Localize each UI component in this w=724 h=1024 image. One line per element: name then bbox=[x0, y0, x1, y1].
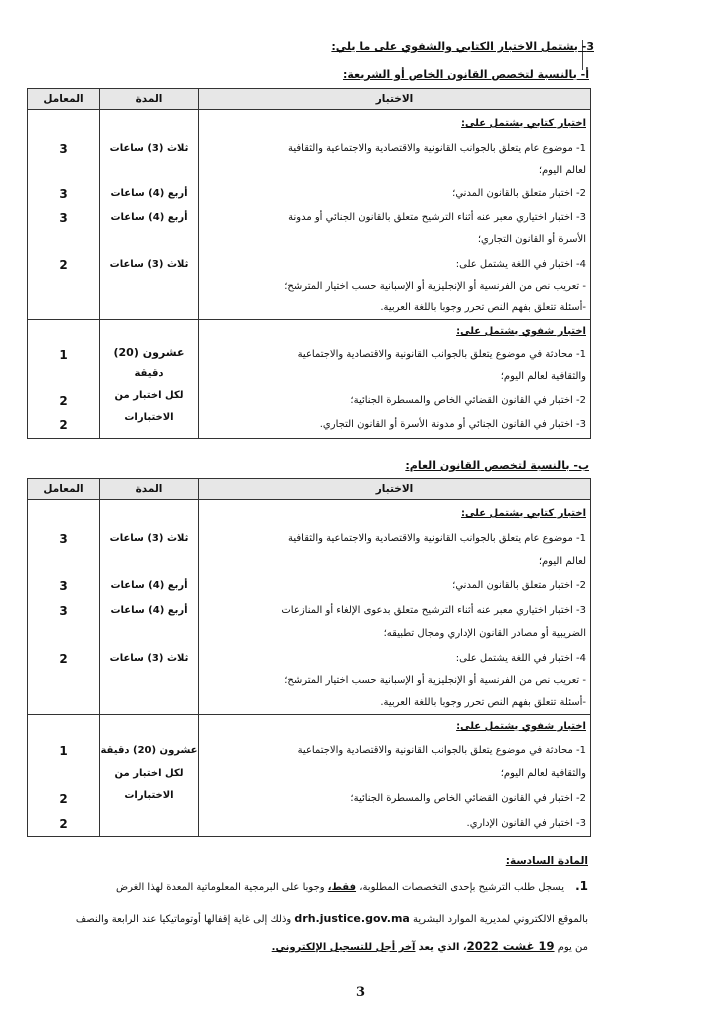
page-number: 3 bbox=[356, 985, 366, 1000]
article-text: من يوم bbox=[557, 942, 588, 953]
coefficient-value: 3 bbox=[59, 142, 68, 156]
coefficient-value: 2 bbox=[59, 652, 68, 666]
deadline-note: آخر أجل للتسجيل الإلكتروني. bbox=[271, 942, 416, 953]
duration-value: ثلاث (3) ساعات bbox=[109, 143, 189, 154]
written-line: 4- اختبار في اللغة يشتمل على: bbox=[455, 653, 586, 664]
header-coefficient: المعامل bbox=[28, 89, 100, 110]
header-duration: المدة bbox=[100, 479, 199, 500]
written-line: 3- اختبار اختياري معبر عنه أثناء الترشيح متعلق بدعوى الإلغاء أو المنازعات bbox=[281, 605, 586, 616]
written-title: اختبار كتابي يشتمل على: bbox=[461, 118, 586, 129]
oral-title: اختبار شفوي يشتمل على: bbox=[456, 326, 586, 337]
article-line-1 bbox=[116, 881, 564, 894]
written-line: 1- موضوع عام يتعلق بالجوانب القانونية والاقتصادية والاجتماعية والثقافية bbox=[287, 533, 586, 544]
duration-value: أربع (4) ساعات bbox=[110, 605, 188, 616]
coefficient-value: 3 bbox=[59, 579, 68, 593]
oral-line: 1- محادثة في موضوع يتعلق بالجوانب القانونية والاقتصادية والاجتماعية bbox=[297, 349, 586, 360]
duration-value: ثلاث (3) ساعات bbox=[109, 259, 189, 270]
article-text: وذلك إلى غاية إقفالها أوتوماتيكيا عند الرابعة والنصف bbox=[75, 914, 292, 925]
duration-value: أربع (4) ساعات bbox=[110, 188, 188, 199]
oral-duration-line: الاختبارات bbox=[124, 412, 174, 423]
oral-coefficients-cell bbox=[28, 320, 100, 439]
written-line: -أسئلة تتعلق بفهم النص تحرر وجوبا باللغة العربية. bbox=[380, 697, 586, 708]
oral-duration-line: لكل اختبار من bbox=[114, 390, 184, 401]
header-test: الاختبار bbox=[199, 479, 591, 500]
oral-duration-cell bbox=[100, 320, 199, 439]
coefficient-value: 3 bbox=[59, 604, 68, 618]
oral-line: والثقافية لعالم اليوم؛ bbox=[500, 768, 586, 779]
oral-line: 2- اختبار في القانون القضائي الخاص والمسطرة الجنائية؛ bbox=[350, 793, 586, 804]
written-durations-cell bbox=[100, 110, 199, 320]
duration-value: أربع (4) ساعات bbox=[110, 580, 188, 591]
coefficient-value: 2 bbox=[59, 394, 68, 408]
coefficient-value: 3 bbox=[59, 187, 68, 201]
header-coefficient: المعامل bbox=[28, 479, 100, 500]
exam-table-private-law bbox=[27, 88, 591, 439]
coefficient-value: 3 bbox=[59, 211, 68, 225]
written-coefficients-cell bbox=[28, 500, 100, 715]
oral-duration-line: دقيقة bbox=[134, 368, 164, 379]
article-text: وجوبا على البرمجية المعلوماتية المعدة لهذا الغرض bbox=[116, 882, 325, 893]
oral-duration-line: عشرون (20) bbox=[113, 346, 185, 359]
section-b-title: ب- بالنسبة لتخصص القانون العام: bbox=[405, 459, 589, 472]
article-title: المادة السادسة: bbox=[505, 855, 588, 867]
written-title: اختبار كتابي يشتمل على: bbox=[461, 508, 586, 519]
coefficient-value: 2 bbox=[59, 418, 68, 432]
written-line: - تعريب نص من الفرنسية أو الإنجليزية أو الإسبانية حسب اختيار المترشح؛ bbox=[284, 281, 586, 292]
written-durations-cell bbox=[100, 500, 199, 715]
written-line: لعالم اليوم؛ bbox=[538, 556, 586, 567]
section-a-title: أ- بالنسبة لتخصص القانون الخاص أو الشريعة: bbox=[342, 68, 589, 81]
coefficient-value: 2 bbox=[59, 258, 68, 272]
oral-line: 1- محادثة في موضوع يتعلق بالجوانب القانونية والاقتصادية والاجتماعية bbox=[297, 745, 586, 756]
oral-tests-cell bbox=[199, 715, 591, 837]
duration-value: ثلاث (3) ساعات bbox=[109, 533, 189, 544]
coefficient-value: 2 bbox=[59, 792, 68, 806]
article-emphasis: فقط، bbox=[327, 882, 357, 893]
section-heading: 3- يشتمل الاختبار الكتابي والشفوي على ما يلي: bbox=[331, 40, 594, 53]
article-line-2 bbox=[76, 912, 588, 926]
written-line: الأسرة أو القانون التجاري؛ bbox=[477, 234, 586, 245]
article-line-3 bbox=[272, 940, 588, 954]
oral-line: 2- اختبار في القانون القضائي الخاص والمسطرة الجنائية؛ bbox=[350, 395, 586, 406]
website-link[interactable]: drh.justice.gov.ma bbox=[294, 912, 410, 925]
coefficient-value: 1 bbox=[59, 348, 68, 362]
article-item-number: 1. bbox=[575, 879, 588, 893]
coefficient-value: 3 bbox=[59, 532, 68, 546]
article-text: ، الذي يعد bbox=[418, 942, 467, 953]
article-text: بالموقع الالكتروني لمديرية الموارد البشرية bbox=[413, 914, 588, 925]
written-tests-cell bbox=[199, 110, 591, 320]
written-line: لعالم اليوم؛ bbox=[538, 165, 586, 176]
oral-duration-line: لكل اختبار من bbox=[114, 768, 184, 779]
written-line: 4- اختبار في اللغة يشتمل على: bbox=[455, 259, 586, 270]
written-coefficients-cell bbox=[28, 110, 100, 320]
written-line: - تعريب نص من الفرنسية أو الإنجليزية أو الإسبانية حسب اختيار المترشح؛ bbox=[284, 675, 586, 686]
oral-line: والثقافية لعالم اليوم؛ bbox=[500, 371, 586, 382]
written-line: 2- اختبار متعلق بالقانون المدني؛ bbox=[452, 188, 586, 199]
deadline-date: 19 غشت 2022 bbox=[466, 939, 555, 953]
written-line: 3- اختبار اختياري معبر عنه أثناء الترشيح متعلق بالقانون الجنائي أو مدونة bbox=[288, 212, 586, 223]
written-tests-cell bbox=[199, 500, 591, 715]
oral-coefficients-cell bbox=[28, 715, 100, 837]
article-text: يسجل طلب الترشيح بإحدى التخصصات المطلوبة، bbox=[359, 882, 564, 893]
header-duration: المدة bbox=[100, 89, 199, 110]
duration-value: ثلاث (3) ساعات bbox=[109, 653, 189, 664]
oral-line: 3- اختبار في القانون الجنائي أو مدونة الأسرة أو القانون التجاري. bbox=[319, 419, 586, 430]
written-line: الضريبية أو مصادر القانون الإداري ومجال تطبيقه؛ bbox=[383, 628, 586, 639]
duration-value: أربع (4) ساعات bbox=[110, 212, 188, 223]
oral-title: اختبار شفوي يشتمل على: bbox=[456, 721, 586, 732]
written-line: -أسئلة تتعلق بفهم النص تحرر وجوبا باللغة العربية. bbox=[380, 302, 586, 313]
written-line: 1- موضوع عام يتعلق بالجوانب القانونية والاقتصادية والاجتماعية والثقافية bbox=[287, 143, 586, 154]
oral-tests-cell bbox=[199, 320, 591, 439]
exam-table-public-law bbox=[27, 478, 591, 837]
header-test: الاختبار bbox=[199, 89, 591, 110]
coefficient-value: 2 bbox=[59, 817, 68, 831]
oral-duration-cell bbox=[100, 715, 199, 837]
oral-duration-line: عشرون (20) دقيقة bbox=[100, 745, 198, 756]
coefficient-value: 1 bbox=[59, 744, 68, 758]
written-line: 2- اختبار متعلق بالقانون المدني؛ bbox=[452, 580, 586, 591]
oral-line: 3- اختبار في القانون الإداري. bbox=[466, 818, 586, 829]
oral-duration-line: الاختبارات bbox=[124, 790, 174, 801]
